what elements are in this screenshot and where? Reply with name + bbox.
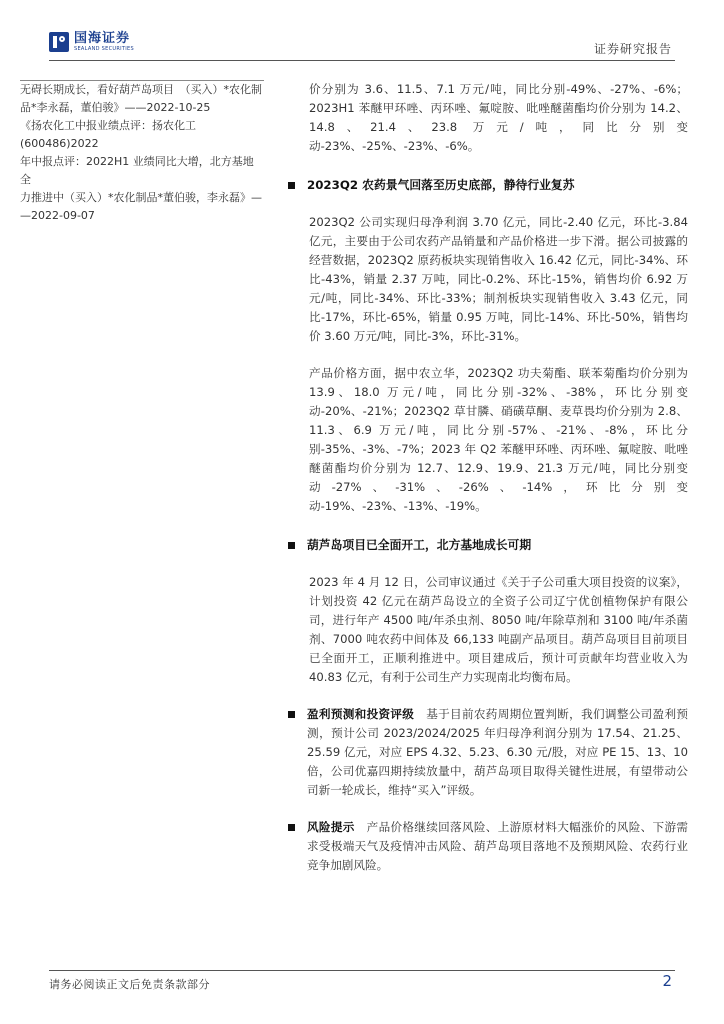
sidebar-line: 无碍长期成长，看好葫芦岛项目 （买入）*农化制 (20, 80, 264, 99)
section-heading (282, 176, 688, 195)
sidebar-line: 力推进中（买入）*农化制品*董伯骏，李永磊》— (20, 191, 262, 204)
header-divider (49, 60, 675, 61)
earnings-forecast-block (282, 705, 688, 800)
section-heading (282, 536, 688, 555)
page-number: 2 (662, 972, 672, 990)
bullet-square-icon (288, 824, 295, 831)
company-logo (49, 30, 134, 54)
disclaimer-note: 请务必阅读正文后免责条款部分 (49, 978, 210, 991)
bullet-square-icon (288, 711, 295, 718)
logo-en-text: SEALAND SECURITIES (74, 45, 134, 52)
inline-section-title: 风险提示 (307, 820, 355, 834)
sidebar-line: 《扬农化工中报业绩点评：扬农化工(600486)2022 (20, 119, 196, 150)
intro-paragraph: 价分别为 3.6、11.5、7.1 万元/吨，同比分别-49%、-27%、-6%；2023H1 苯醚甲环唑、丙环唑、氟啶胺、吡唑醚菌酯均价分别为 14.2、14.8、21.4、23.8 万元/吨，同比分别变动-23%、-25%、-23%、-6%。 (309, 82, 688, 153)
body-paragraph: 2023 年 4 月 12 日，公司审议通过《关于子公司重大项目投资的议案》，计划投资 42 亿元在葫芦岛设立的全资子公司辽宁优创植物保护有限公司，进行年产 4500 吨/年杀虫剂、8050 吨/年除草剂和 3100 吨/年杀菌剂、7000 吨农药中间体及 66,133 吨副产品项目。葫芦岛项目目前项目已全面开工，正顺利推进中。项目建成后，预计可贡献年均营业收入为 40.83 亿元，有利于公司生产力实现南北均衡布局。 (309, 575, 688, 684)
section-title: 2023Q2 农药景气回落至历史底部，静待行业复苏 (307, 178, 575, 192)
bullet-square-icon (288, 182, 295, 189)
related-reports-sidebar (20, 80, 264, 225)
logo-cn-text: 国海证券 (74, 30, 131, 46)
bullet-square-icon (288, 542, 295, 549)
report-type-label: 证券研究报告 (593, 42, 672, 56)
footer-divider (49, 970, 675, 971)
body-paragraph: 2023Q2 公司实现归母净利润 3.70 亿元，同比-2.40 亿元，环比-3.84 亿元，主要由于公司农药产品销量和产品价格进一步下滑。据公司披露的经营数据，2023Q2 原药板块实现销售收入 16.42 亿元，同比-34%、环比-43%，销量 2.37 万吨，同比-0.2%、环比-15%，销售均价 6.92 万元/吨，同比-34%、环比-33%；制剂板块实现销售收入 3.43 亿元，同比-17%，环比-65%，销量 0.95 万吨，同比-14%、环比-50%，销售均价 3.60 万元/吨，同比-3%，环比-31%。 (309, 215, 688, 343)
sidebar-line: 品*李永磊，董伯骏》——2022-10-25 (20, 101, 211, 114)
section-title: 葫芦岛项目已全面开工，北方基地成长可期 (307, 538, 532, 552)
main-content (282, 80, 688, 875)
sealand-logo-icon (49, 32, 69, 52)
body-paragraph: 产品价格方面，据中农立华，2023Q2 功夫菊酯、联苯菊酯均价分别为 13.9、18.0 万元/吨，同比分别-32%、-38%，环比分别变动-20%、-21%；2023Q2 草甘膦、硝磺草酮、麦草畏均价分别为 2.8、11.3、6.9 万元/吨，同比分别-57%、-21%、-8%，环比分别-35%、-3%、-7%；2023 年 Q2 苯醚甲环唑、丙环唑、氟啶胺、吡唑醚菌酯均价分别为 12.7、12.9、19.9、21.3 万元/吨，同比分别变动-27%、-31%、-26%、-14%，环比分别变动-19%、-23%、-13%、-19%。 (309, 366, 688, 513)
inline-section-title: 盈利预测和投资评级 (307, 707, 415, 721)
sidebar-line: 年中报点评：2022H1 业绩同比大增，北方基地全 (20, 155, 254, 186)
page-header (0, 0, 724, 62)
risk-warning-block (282, 818, 688, 875)
sidebar-line: —2022-09-07 (20, 209, 95, 222)
inline-section-body: 产品价格继续回落风险、上游原材料大幅涨价的风险、下游需求受极端天气及疫情冲击风险、葫芦岛项目落地不及预期风险、农药行业竞争加剧风险。 (307, 820, 688, 872)
inline-section-body: 基于目前农药周期位置判断，我们调整公司盈利预测，预计公司 2023/2024/2025 年归母净利润分别为 17.54、21.25、25.59 亿元，对应 EPS 4.32、5.23、6.30 元/股，对应 PE 15、13、10 倍，公司优嘉四期持续放量中，葫芦岛项目取得关键性进展，有望带动公司新一轮成长，维持“买入”评级。 (307, 707, 688, 797)
